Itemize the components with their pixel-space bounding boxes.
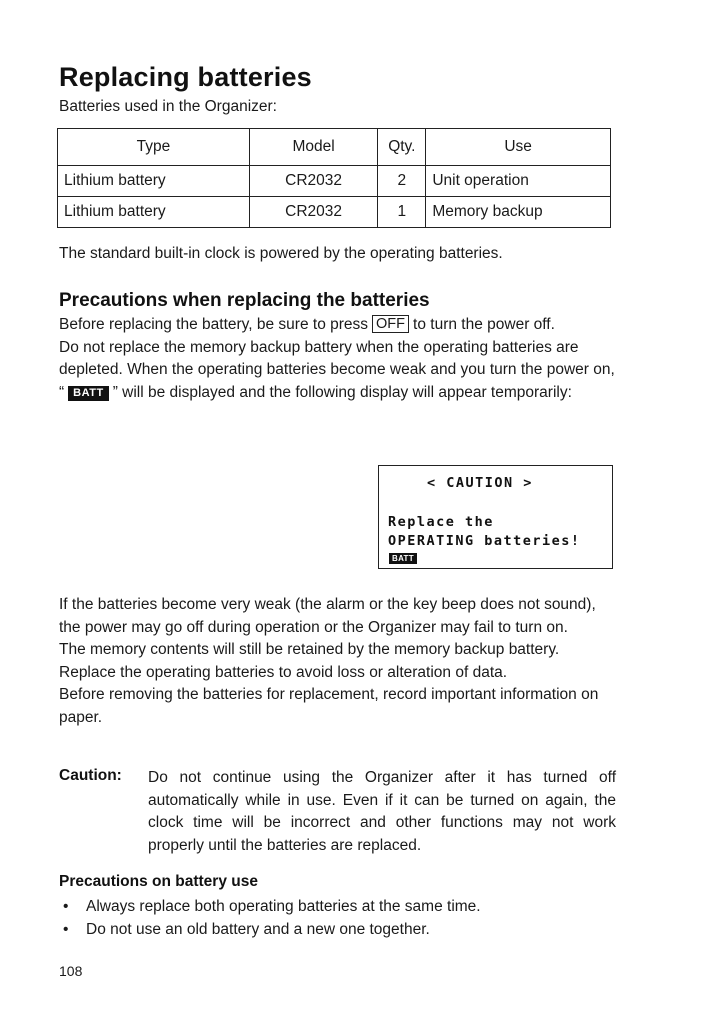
prec-before-text: Before replacing the battery, be sure to press	[59, 316, 369, 333]
batt-indicator-icon: BATT	[68, 386, 109, 401]
off-key-icon: OFF	[372, 315, 409, 333]
precautions-paragraph	[59, 314, 615, 404]
battery-table	[57, 128, 611, 228]
header-qty: Qty.	[378, 129, 426, 166]
list-item-text: Always replace both operating batteries at the same time.	[86, 898, 481, 915]
header-use: Use	[426, 129, 611, 166]
press-off-instruction	[59, 314, 615, 337]
clock-note: The standard built-in clock is powered by the operating batteries.	[59, 245, 503, 262]
table-row	[58, 166, 611, 197]
depleted-warning	[59, 337, 615, 405]
weak-text-1: If the batteries become very weak (the alarm or the key beep does not sound), the power may go off during operation or the Organizer may fail to turn on.	[59, 596, 596, 636]
battery-use-list	[59, 896, 481, 941]
header-model: Model	[249, 129, 378, 166]
header-type: Type	[58, 129, 250, 166]
display-operating-line: OPERATING batteries!	[388, 533, 581, 549]
prec-after-text: to turn the power off.	[413, 316, 555, 333]
bullet-icon: •	[63, 920, 69, 938]
display-batt-icon: BATT	[389, 553, 417, 564]
warn-text-2: ” will be displayed and the following display will appear temporarily:	[112, 383, 572, 401]
list-item	[59, 919, 481, 942]
cell-type: Lithium battery	[58, 197, 250, 228]
precautions-heading: Precautions when replacing the batteries	[59, 290, 430, 311]
battery-use-heading: Precautions on battery use	[59, 873, 258, 890]
cell-model: CR2032	[249, 197, 378, 228]
page-title: Replacing batteries	[59, 62, 312, 92]
table-row	[58, 197, 611, 228]
cell-type: Lithium battery	[58, 166, 250, 197]
weak-text-4: Before removing the batteries for replacement, record important information on paper.	[59, 686, 599, 726]
cell-model: CR2032	[249, 166, 378, 197]
display-caution-line: < CAUTION >	[427, 475, 533, 491]
cell-qty: 2	[378, 166, 426, 197]
weak-text-3: Replace the operating batteries to avoid loss or alteration of data.	[59, 663, 508, 681]
table-header-row	[58, 129, 611, 166]
display-replace-line: Replace the	[388, 514, 494, 530]
list-item	[59, 896, 481, 919]
intro-text: Batteries used in the Organizer:	[59, 98, 277, 115]
cell-use: Unit operation	[426, 166, 611, 197]
cell-qty: 1	[378, 197, 426, 228]
warn-text-1: Do not replace the memory backup battery when the operating batteries are depleted. When the operating batteries become weak and you turn the power on, “	[59, 338, 615, 401]
caution-label: Caution:	[59, 767, 122, 784]
list-item-text: Do not use an old battery and a new one together.	[86, 920, 430, 938]
page-number: 108	[59, 963, 83, 979]
weak-text-2: The memory contents will still be retained by the memory backup battery.	[59, 641, 560, 658]
bullet-icon: •	[63, 898, 69, 915]
caution-text: Do not continue using the Organizer after it has turned off automatically while in use. Even if it can be turned on again, the clock time will be incorrect and other functions may not work properly until the batteries are replaced.	[148, 769, 616, 854]
weak-batteries-paragraph	[59, 594, 615, 729]
cell-use: Memory backup	[426, 197, 611, 228]
caution-display	[378, 465, 613, 569]
